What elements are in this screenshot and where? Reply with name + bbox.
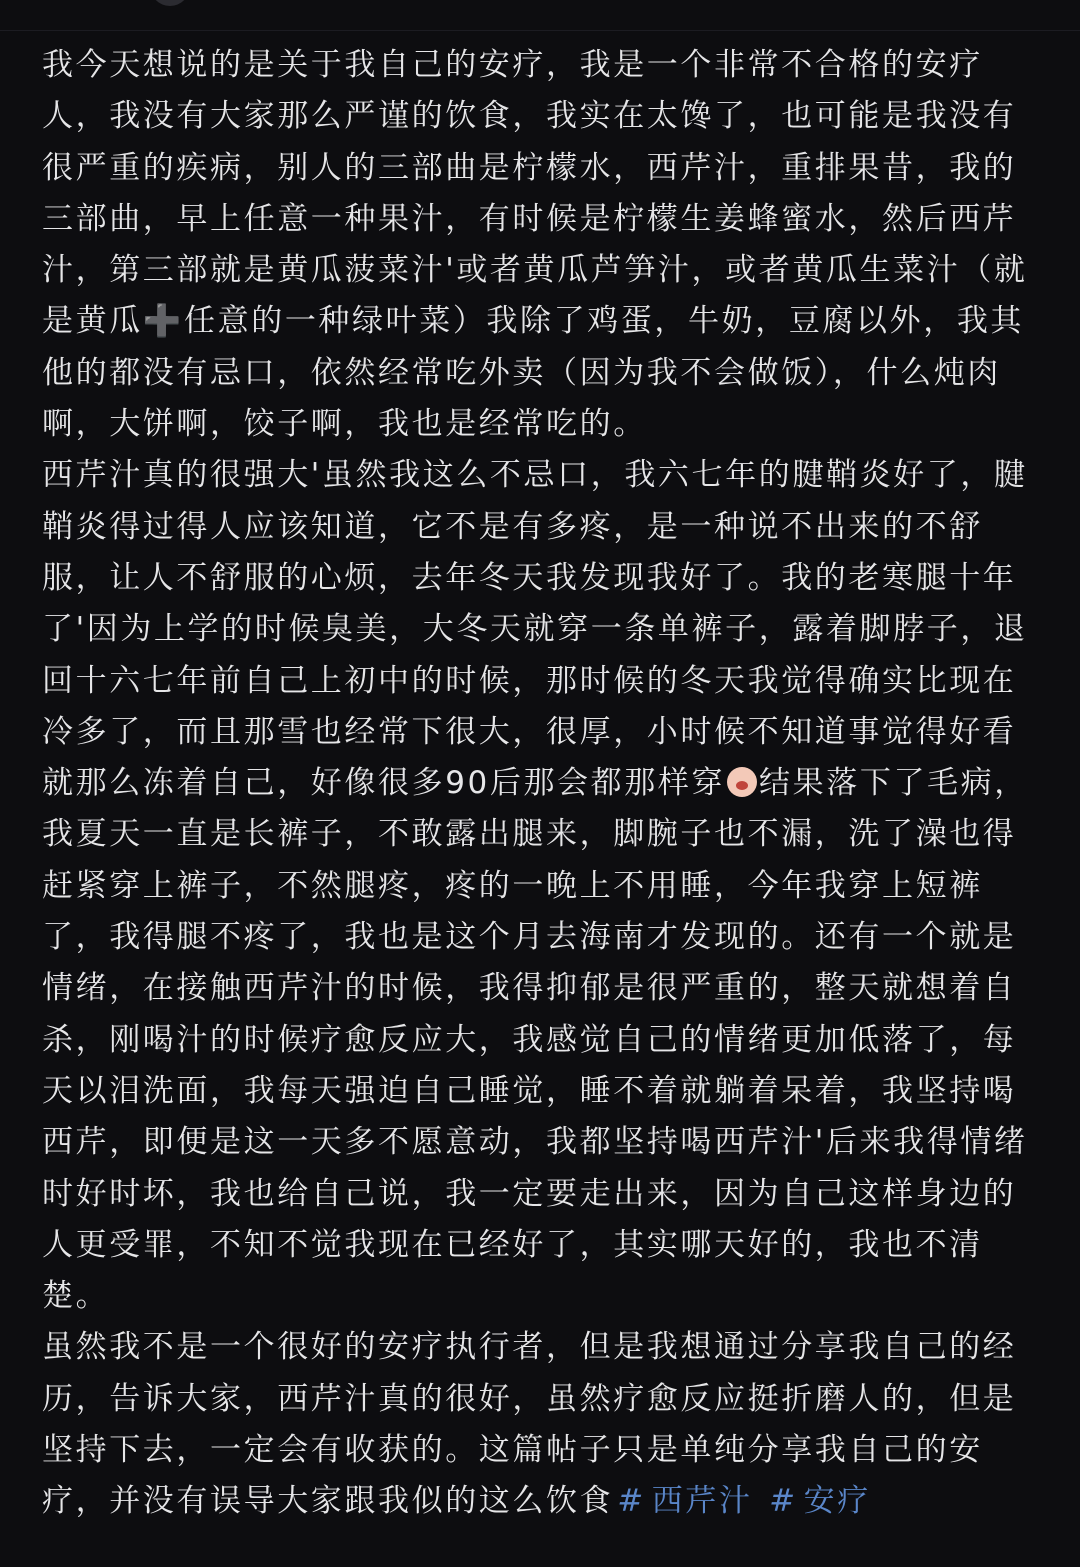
post-paragraph-3 — [42, 1322, 1038, 1527]
post-text: 结果落下了毛病，我夏天一直是长裤子，不敢露出腿来，脚腕子也不漏，洗了澡也得赶紧穿上裤子，不然腿疼，疼的一晚上不用睡，今年我穿上短裤了，我得腿不疼了，我也是这个月去海南才发现的。还有一个就是情绪，在接触西芹汁的时候，我得抑郁是很严重的，整天就想着自杀，刚喝汁的时候疗愈反应大，我感觉自己的情绪更加低落了，每天以泪洗面，我每天强迫自己睡觉，睡不着就躺着呆着，我坚持喝西芹，即便是这一天多不愿意动，我都坚持喝西芹汁'后来我得情绪时好时坏，我也给自己说，我一定要走出来，因为自己这样身边的人更受罪，不知不觉我现在已经好了，其实哪天好的，我也不清楚。 — [42, 765, 1028, 1315]
hashtag-icon: # — [769, 1483, 798, 1520]
post-content — [0, 40, 1080, 1528]
avatar[interactable] — [150, 0, 190, 6]
post-text: 虽然我不是一个很好的安疗执行者，但是我想通过分享我自己的经历，告诉大家，西芹汁真的很好，虽然疗愈反应挺折磨人的，但是坚持下去，一定会有收获的。这篇帖子只是单纯分享我自己的安疗，并没有误导大家跟我似的这么饮食 — [42, 1329, 1017, 1520]
hashtag-label: 西芹汁 — [651, 1483, 753, 1520]
plus-emoji-icon: ➕ — [142, 303, 185, 340]
top-bar — [0, 0, 1080, 31]
hashtag-link-anliao[interactable] — [769, 1483, 871, 1519]
hashtag-link-celery-juice[interactable] — [617, 1483, 752, 1519]
crying-face-emoji-icon — [727, 767, 757, 797]
post-text: 西芹汁真的很强大'虽然我这么不忌口，我六七年的腱鞘炎好了，腱鞘炎得过得人应该知道，它不是有多疼，是一种说不出来的不舒服，让人不舒服的心烦，去年冬天我发现我好了。我的老寒腿十年了'因为上学的时候臭美，大冬天就穿一条单裤子，露着脚脖子，退回十六七年前自己上初中的时候，那时候的冬天我觉得确实比现在冷多了，而且那雪也经常下很大，很厚，小时候不知道事觉得好看就那么冻着自己，好像很多90后那会都那样穿 — [42, 457, 1028, 802]
post-text: 我今天想说的是关于我自己的安疗，我是一个非常不合格的安疗人，我没有大家那么严谨的饮食，我实在太馋了，也可能是我没有很严重的疾病，别人的三部曲是柠檬水，西芹汁，重排果昔，我的三部曲，早上任意一种果汁，有时候是柠檬生姜蜂蜜水，然后西芹汁，第三部就是黄瓜菠菜汁'或者黄瓜芦笋汁，或者黄瓜生菜汁（就是黄瓜 — [42, 47, 1028, 340]
hashtag-icon: # — [617, 1483, 646, 1520]
hashtag-label: 安疗 — [803, 1483, 871, 1520]
post-paragraph-1 — [42, 40, 1038, 450]
post-text: 任意的一种绿叶菜）我除了鸡蛋，牛奶，豆腐以外，我其他的都没有忌口，依然经常吃外卖（因为我不会做饭），什么炖肉啊，大饼啊，饺子啊，我也是经常吃的。 — [42, 303, 1025, 443]
post-paragraph-2 — [42, 450, 1038, 1322]
